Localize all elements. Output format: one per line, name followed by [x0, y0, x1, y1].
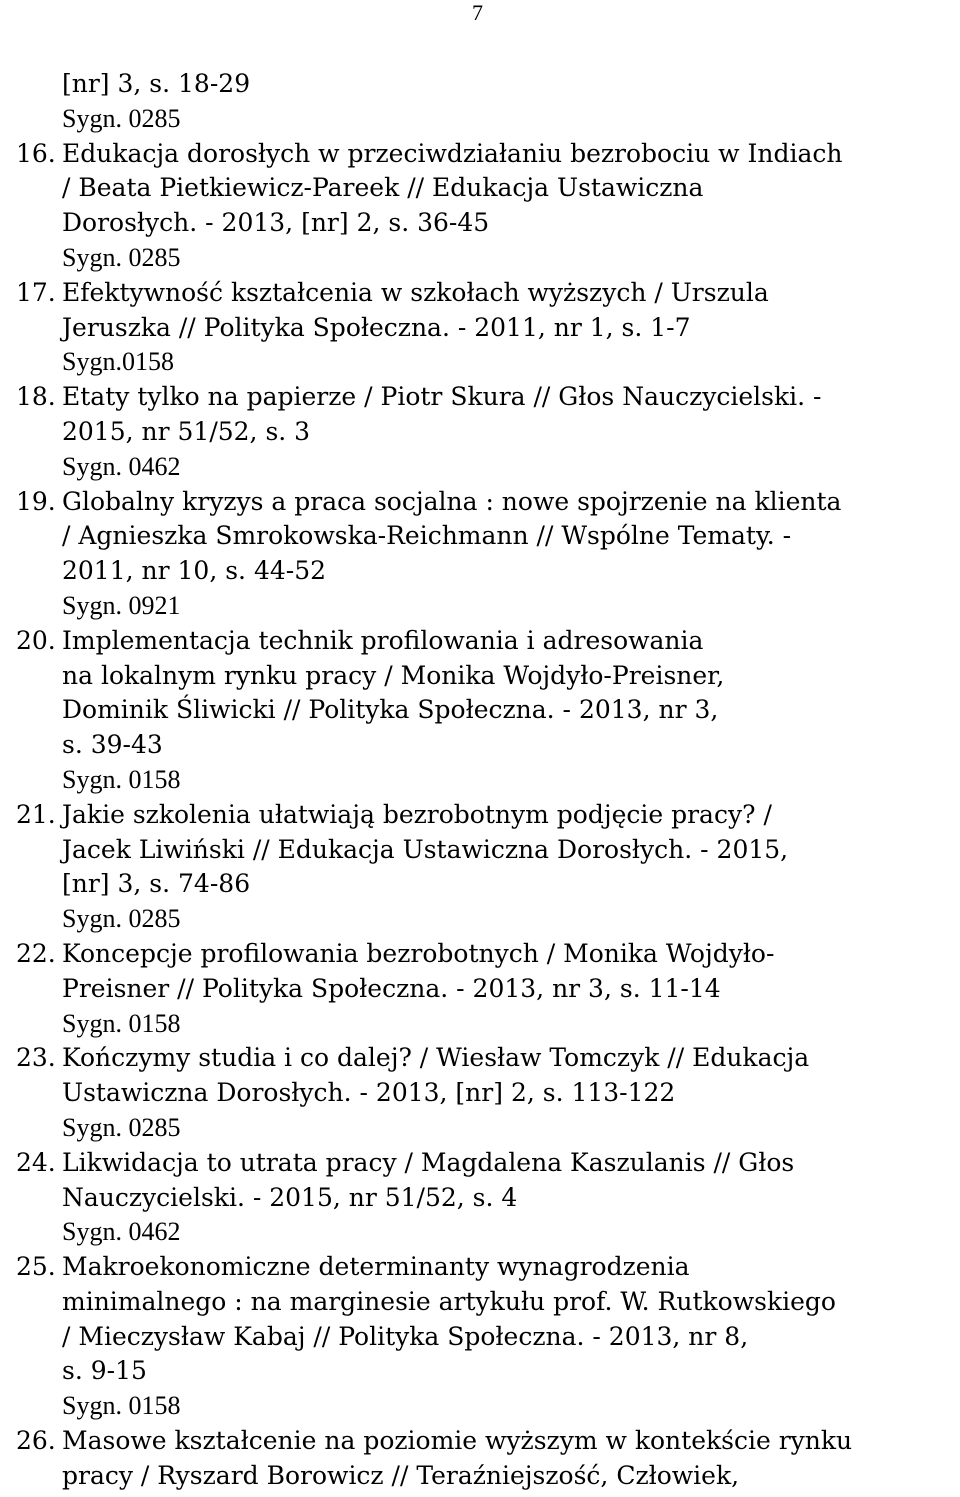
- entry-text: Kończymy studia i co dalej? / Wiesław Tomczyk // Edukacja: [62, 1043, 810, 1073]
- call-number-line: [16, 1111, 956, 1146]
- entry-line: [16, 1354, 956, 1389]
- entry-line: [16, 554, 956, 589]
- entry-text: Jacek Liwiński // Edukacja Ustawiczna Dorosłych. - 2015,: [62, 834, 789, 864]
- entry-line: [16, 415, 956, 450]
- entry-text: s. 39-43: [62, 730, 163, 760]
- entry-line: [16, 1181, 956, 1216]
- entry-number: 25.: [16, 1252, 56, 1282]
- entry-text: Koncepcje profilowania bezrobotnych / Monika Wojdyło-: [62, 938, 775, 968]
- entry-line-numbered: [16, 485, 956, 520]
- entry-line: [16, 519, 956, 554]
- entry-number: 26.: [16, 1426, 56, 1456]
- call-number: Sygn. 0285: [62, 242, 181, 272]
- entry-line: [16, 171, 956, 206]
- entry-number: 17.: [16, 277, 56, 307]
- call-number-line: [16, 102, 956, 137]
- call-number-line: [16, 763, 956, 798]
- entry-text: [nr] 3, s. 74-86: [62, 869, 251, 899]
- entry-line-numbered: [16, 798, 956, 833]
- call-number-line: [16, 1389, 956, 1424]
- entry-line: [16, 728, 956, 763]
- entry-text: Ustawiczna Dorosłych. - 2013, [nr] 2, s. 113-122: [62, 1078, 676, 1108]
- entry-text: Efektywność kształcenia w szkołach wyższych / Urszula: [62, 277, 769, 307]
- entry-text: Dominik Śliwicki // Polityka Społeczna. - 2013, nr 3,: [62, 695, 719, 725]
- entry-line: [16, 67, 956, 102]
- entry-line: [16, 693, 956, 728]
- entry-number: 20.: [16, 625, 56, 655]
- entry-text: Likwidacja to utrata pracy / Magdalena Kaszulanis // Głos: [62, 1147, 795, 1177]
- entry-line: [16, 1076, 956, 1111]
- page-number: 7: [472, 0, 483, 25]
- entry-text: Etaty tylko na papierze / Piotr Skura // Głos Nauczycielski. -: [62, 382, 822, 412]
- entry-line-numbered: [16, 1424, 956, 1459]
- entry-line-numbered: [16, 276, 956, 311]
- entry-line: [16, 1285, 956, 1320]
- entry-text: Jeruszka // Polityka Społeczna. - 2011, nr 1, s. 1-7: [62, 312, 691, 342]
- call-number: Sygn. 0462: [62, 1217, 181, 1247]
- call-number-line: [16, 589, 956, 624]
- call-number: Sygn. 0158: [62, 764, 181, 794]
- entry-text: minimalnego : na marginesie artykułu prof. W. Rutkowskiego: [62, 1286, 836, 1316]
- entry-line: [16, 311, 956, 346]
- call-number: Sygn. 0921: [62, 590, 181, 620]
- call-number-line: [16, 241, 956, 276]
- call-number-line: [16, 1215, 956, 1250]
- bibliography-list: [16, 67, 956, 1494]
- call-number: Sygn. 0285: [62, 904, 181, 934]
- entry-text: / Beata Pietkiewicz-Pareek // Edukacja Ustawiczna: [62, 173, 704, 203]
- entry-line: [16, 833, 956, 868]
- entry-text: [nr] 3, s. 18-29: [62, 69, 251, 98]
- entry-line: [16, 972, 956, 1007]
- entry-number: 21.: [16, 799, 56, 829]
- entry-text: Jakie szkolenia ułatwiają bezrobotnym podjęcie pracy? /: [62, 799, 772, 829]
- entry-line: [16, 1320, 956, 1355]
- entry-number: 18.: [16, 382, 56, 412]
- entry-number: 23.: [16, 1043, 56, 1073]
- entry-text: Makroekonomiczne determinanty wynagrodzenia: [62, 1252, 690, 1282]
- entry-text: Edukacja dorosłych w przeciwdziałaniu bezrobociu w Indiach: [62, 138, 843, 168]
- entry-text: pracy / Ryszard Borowicz // Teraźniejszość, Człowiek,: [62, 1460, 740, 1490]
- entry-number: 19.: [16, 486, 56, 516]
- call-number-line: [16, 450, 956, 485]
- call-number: Sygn. 0158: [62, 1391, 181, 1421]
- call-number: Sygn. 0285: [62, 103, 181, 133]
- entry-number: 22.: [16, 938, 56, 968]
- call-number-line: [16, 1007, 956, 1042]
- entry-text: Nauczycielski. - 2015, nr 51/52, s. 4: [62, 1182, 518, 1212]
- call-number: Sygn.0158: [62, 347, 174, 377]
- entry-line: [16, 1459, 956, 1494]
- entry-text: / Agnieszka Smrokowska-Reichmann // Wspólne Tematy. -: [62, 521, 792, 551]
- entry-line-numbered: [16, 624, 956, 659]
- entry-line-numbered: [16, 1041, 956, 1076]
- call-number: Sygn. 0285: [62, 1112, 181, 1142]
- call-number: Sygn. 0462: [62, 451, 181, 481]
- entry-text: 2011, nr 10, s. 44-52: [62, 556, 327, 586]
- entry-text: na lokalnym rynku pracy / Monika Wojdyło-Preisner,: [62, 660, 725, 690]
- entry-line-numbered: [16, 137, 956, 172]
- entry-text: Dorosłych. - 2013, [nr] 2, s. 36-45: [62, 208, 490, 238]
- call-number-line: [16, 345, 956, 380]
- entry-line: [16, 659, 956, 694]
- entry-text: 2015, nr 51/52, s. 3: [62, 416, 311, 446]
- entry-text: Globalny kryzys a praca socjalna : nowe spojrzenie na klienta: [62, 486, 842, 516]
- entry-number: 24.: [16, 1147, 56, 1177]
- entry-text: Masowe kształcenie na poziomie wyższym w kontekście rynku: [62, 1426, 853, 1456]
- entry-text: Preisner // Polityka Społeczna. - 2013, nr 3, s. 11-14: [62, 973, 721, 1003]
- call-number: Sygn. 0158: [62, 1008, 181, 1038]
- entry-line-numbered: [16, 380, 956, 415]
- call-number-line: [16, 902, 956, 937]
- entry-line: [16, 867, 956, 902]
- entry-text: / Mieczysław Kabaj // Polityka Społeczna. - 2013, nr 8,: [62, 1321, 749, 1351]
- entry-text: s. 9-15: [62, 1356, 147, 1386]
- entry-number: 16.: [16, 138, 56, 168]
- entry-line-numbered: [16, 1146, 956, 1181]
- entry-line-numbered: [16, 1250, 956, 1285]
- entry-line: [16, 206, 956, 241]
- entry-line-numbered: [16, 937, 956, 972]
- entry-text: Implementacja technik profilowania i adresowania: [62, 625, 704, 655]
